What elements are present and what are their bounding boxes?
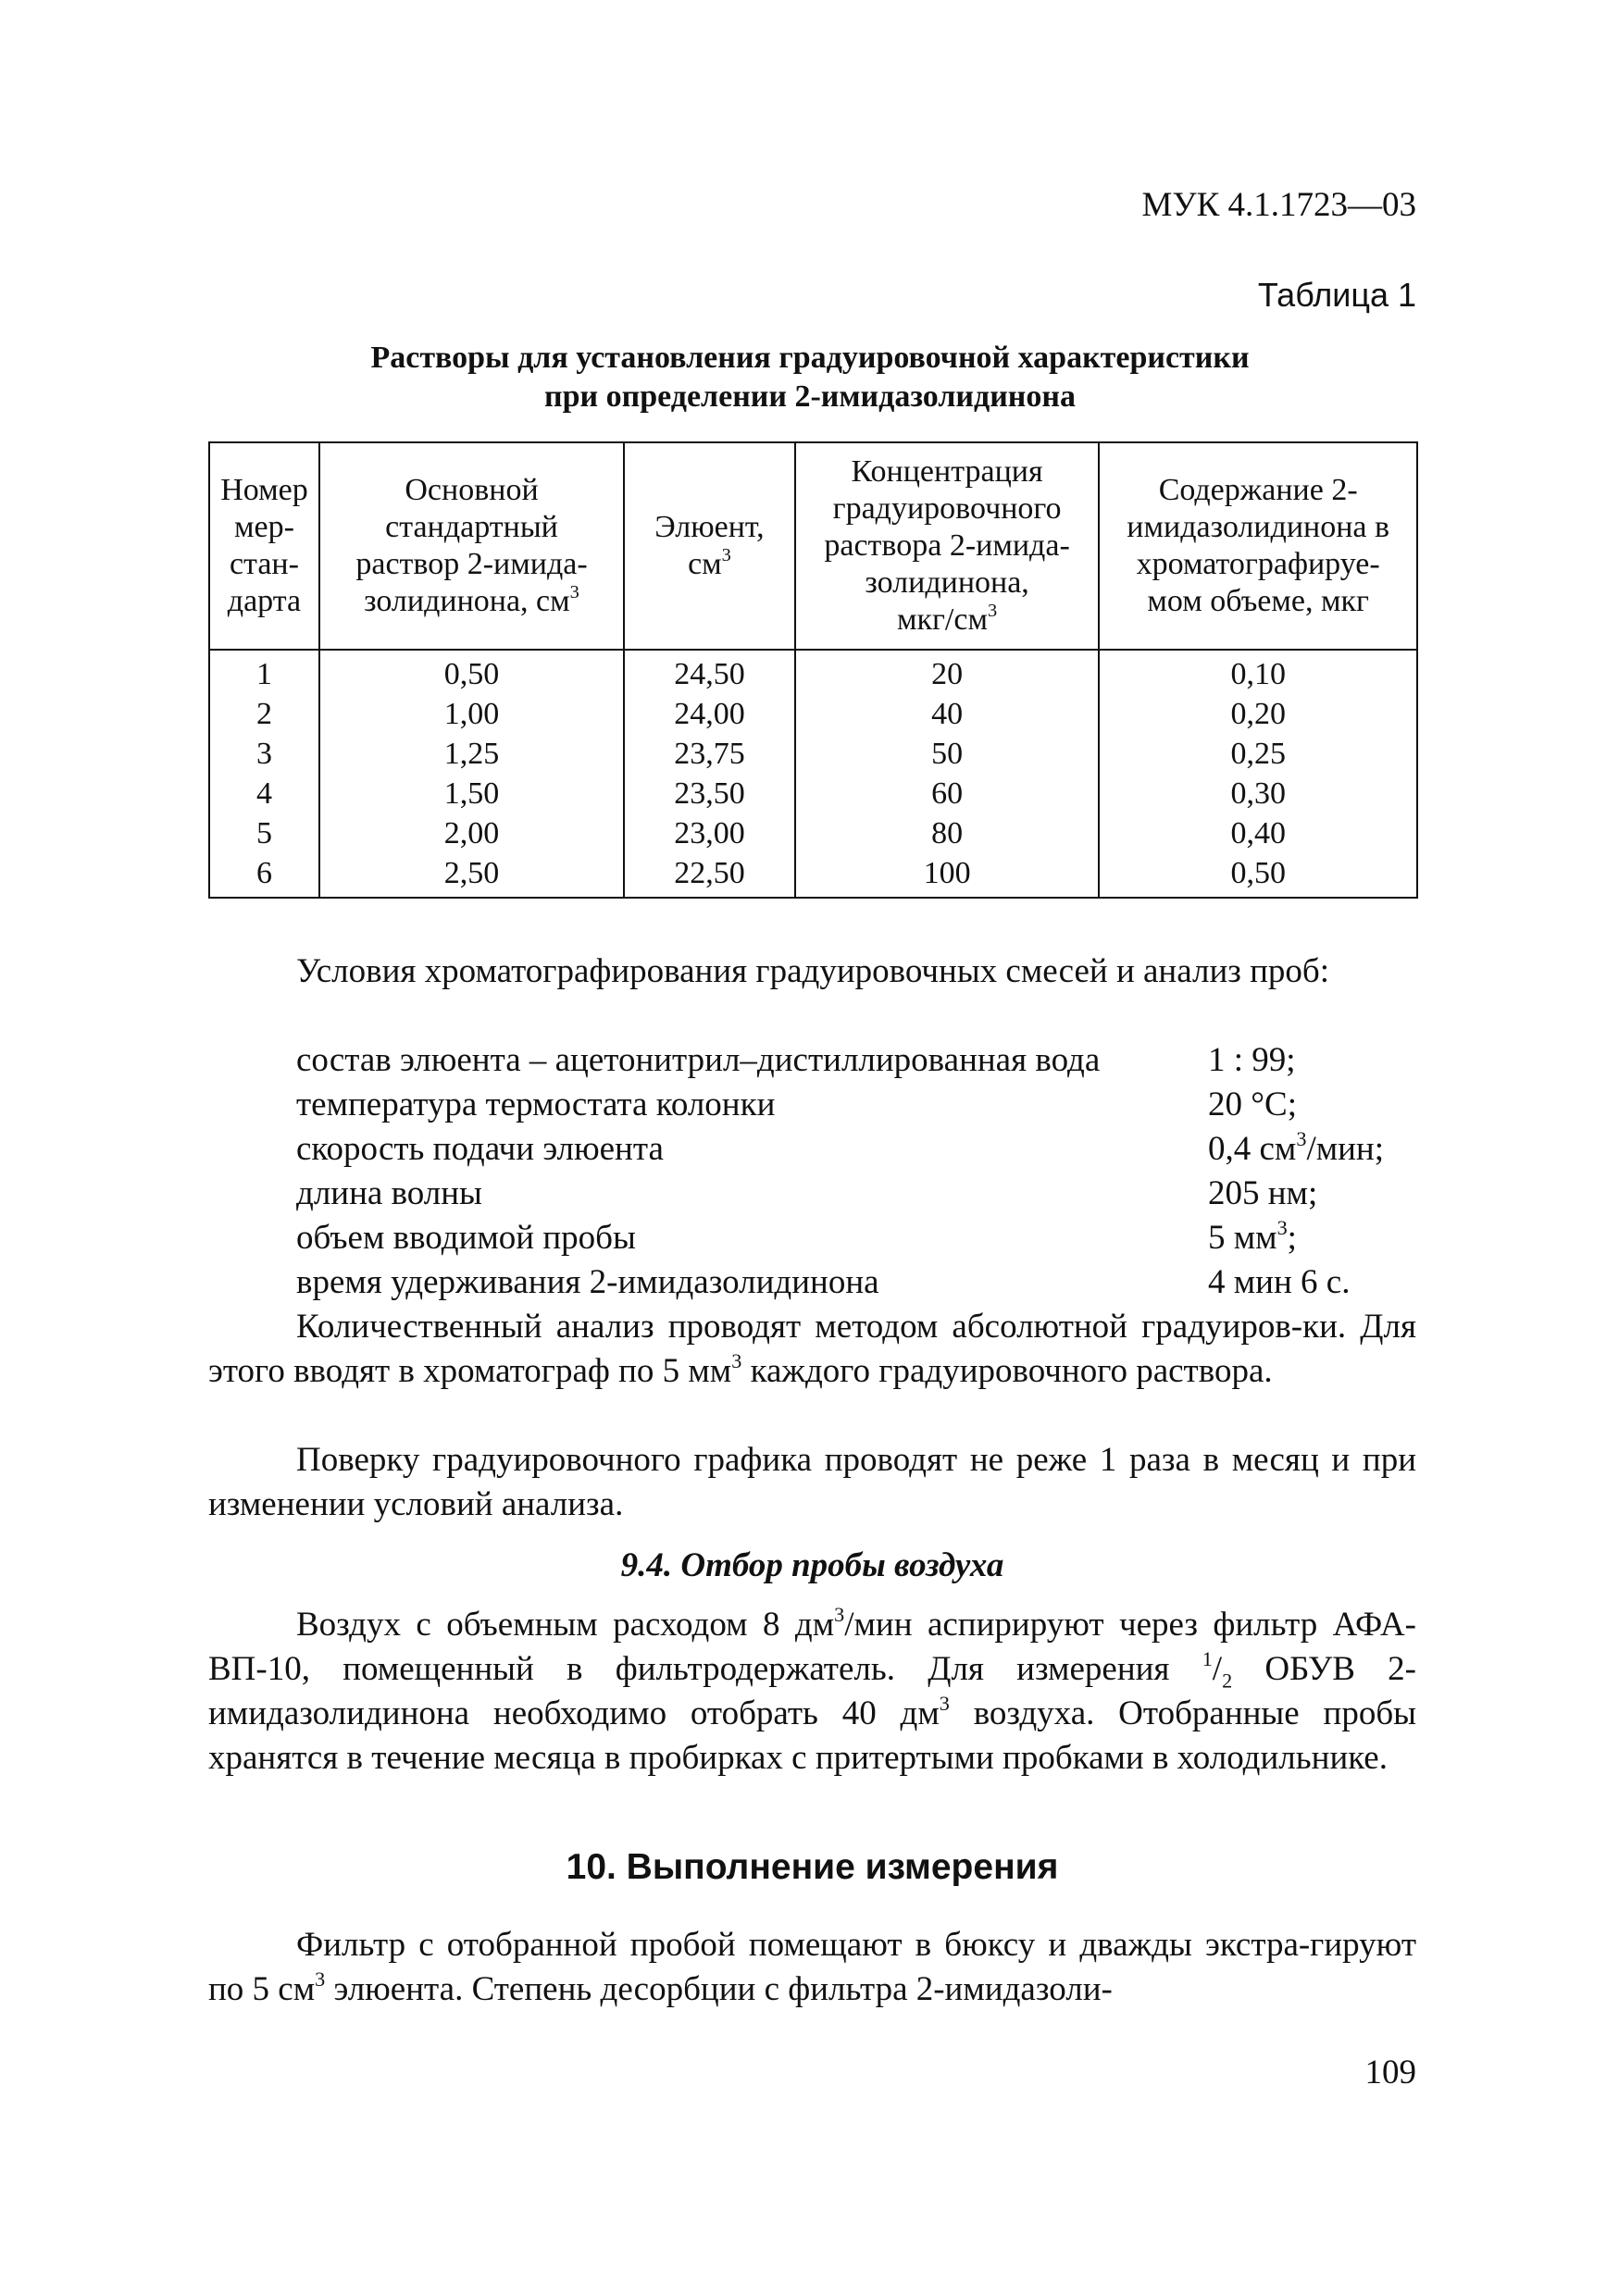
table-row <box>209 774 1417 813</box>
table-title-line-1: Растворы для установления градуировочной характеристики <box>370 341 1250 375</box>
calibration-table <box>208 441 1418 899</box>
cell-concentration: 80 <box>795 813 1100 853</box>
cell-number: 6 <box>209 853 319 898</box>
cell-eluent: 23,75 <box>624 734 795 774</box>
cell-eluent: 23,50 <box>624 774 795 813</box>
table-title-line-2: при определении 2-имидазолидинона <box>544 379 1076 414</box>
cell-stock: 1,00 <box>319 694 624 734</box>
condition-value: 0,4 $см^3$/мин; <box>1208 1126 1385 1168</box>
cell-content: 0,50 <box>1099 853 1417 898</box>
condition-row <box>296 1260 1416 1305</box>
cell-stock: 1,25 <box>319 734 624 774</box>
condition-name: длина волны <box>296 1174 482 1212</box>
table-title <box>208 339 1412 416</box>
condition-row <box>296 1127 1416 1172</box>
cell-concentration: 50 <box>795 734 1100 774</box>
quantitative-analysis-paragraph: Количественный анализ проводят методом абсолютной градуиров-ки. Для этого вводят в хроматограф по 5 $мм^3$ каждого градуировочного раствора. <box>208 1308 1416 1390</box>
header-eluent: Элюент, $см^3$ <box>624 442 795 650</box>
header-stock-solution: Основной стандартный раствор 2-имида- золидинона, $см^3$ <box>319 442 624 650</box>
condition-value: 5 $мм^3$; <box>1208 1215 1297 1257</box>
condition-name: объем вводимой пробы <box>296 1219 636 1257</box>
cell-concentration: 20 <box>795 650 1100 694</box>
cell-number: 2 <box>209 694 319 734</box>
cell-number: 4 <box>209 774 319 813</box>
condition-value: 1 : 99; <box>1208 1041 1296 1079</box>
header-content: Содержание 2- имидазолидинона в хроматографируе- мом объеме, мкг <box>1099 442 1417 650</box>
condition-name: скорость подачи элюента <box>296 1130 664 1168</box>
cell-concentration: 40 <box>795 694 1100 734</box>
table-label: Таблица 1 <box>1257 276 1416 314</box>
table-header-row <box>209 442 1417 650</box>
condition-row <box>296 1172 1416 1216</box>
table-row <box>209 813 1417 853</box>
table-row <box>209 853 1417 898</box>
cell-content: 0,40 <box>1099 813 1417 853</box>
cell-content: 0,20 <box>1099 694 1417 734</box>
cell-content: 0,25 <box>1099 734 1417 774</box>
cell-stock: 1,50 <box>319 774 624 813</box>
table-row <box>209 650 1417 694</box>
cell-content: 0,10 <box>1099 650 1417 694</box>
cell-concentration: 100 <box>795 853 1100 898</box>
cell-number: 1 <box>209 650 319 694</box>
measurement-paragraph: Фильтр с отобранной пробой помещают в бюксу и дважды экстра-гируют по 5 $см^3$ элюента. Степень десорбции с фильтра 2-имидазоли- <box>208 1926 1416 2008</box>
cell-stock: 2,50 <box>319 853 624 898</box>
cell-stock: 2,00 <box>319 813 624 853</box>
cell-eluent: 24,00 <box>624 694 795 734</box>
air-sampling-paragraph: Воздух с объемным расходом 8 $дм^3$/мин аспирируют через фильтр АФА-ВП-10, помещенный в фильтродержатель. Для измерения $^1/_2$ ОБУВ 2-имидазолидинона необходимо отобрать 40 $дм^3$ воздуха. Отобранные пробы хранятся в течение месяца в пробирках с притертыми пробками в холодильнике. <box>208 1602 1417 1777</box>
conditions-intro: Условия хроматографирования градуировочных смесей и анализ проб: <box>296 952 1330 990</box>
document-code: МУК 4.1.1723—03 <box>1141 186 1416 224</box>
cell-content: 0,30 <box>1099 774 1417 813</box>
cell-concentration: 60 <box>795 774 1100 813</box>
conditions-list <box>296 1038 1416 1305</box>
condition-row <box>296 1038 1416 1083</box>
condition-value: 20 °С; <box>1208 1086 1298 1123</box>
section-9-4-title: 9.4. Отбор пробы воздуха <box>620 1546 1004 1584</box>
condition-row <box>296 1083 1416 1127</box>
cell-number: 3 <box>209 734 319 774</box>
condition-name: состав элюента – ацетонитрил–дистиллированная вода <box>296 1041 1101 1079</box>
condition-value: 205 нм; <box>1208 1174 1318 1212</box>
cell-eluent: 24,50 <box>624 650 795 694</box>
page-number: 109 <box>1364 2054 1416 2091</box>
cell-eluent: 23,00 <box>624 813 795 853</box>
header-standard-number: Номер мер- стан- дарта <box>209 442 319 650</box>
cell-number: 5 <box>209 813 319 853</box>
header-concentration: Концентрация градуировочного раствора 2-имида- золидинона, мкг/$см^3$ <box>795 442 1100 650</box>
condition-name: температура термостата колонки <box>296 1086 776 1123</box>
condition-value: 4 мин 6 с. <box>1208 1263 1351 1301</box>
condition-name: время удерживания 2-имидазолидинона <box>296 1263 879 1301</box>
table-row <box>209 694 1417 734</box>
table-row <box>209 734 1417 774</box>
cell-stock: 0,50 <box>319 650 624 694</box>
calibration-check-paragraph: Поверку градуировочного графика проводят не реже 1 раза в месяц и при изменении условий анализа. <box>208 1441 1416 1523</box>
section-10-heading: 10. Выполнение измерения <box>566 1847 1059 1887</box>
cell-eluent: 22,50 <box>624 853 795 898</box>
condition-row <box>296 1216 1416 1260</box>
